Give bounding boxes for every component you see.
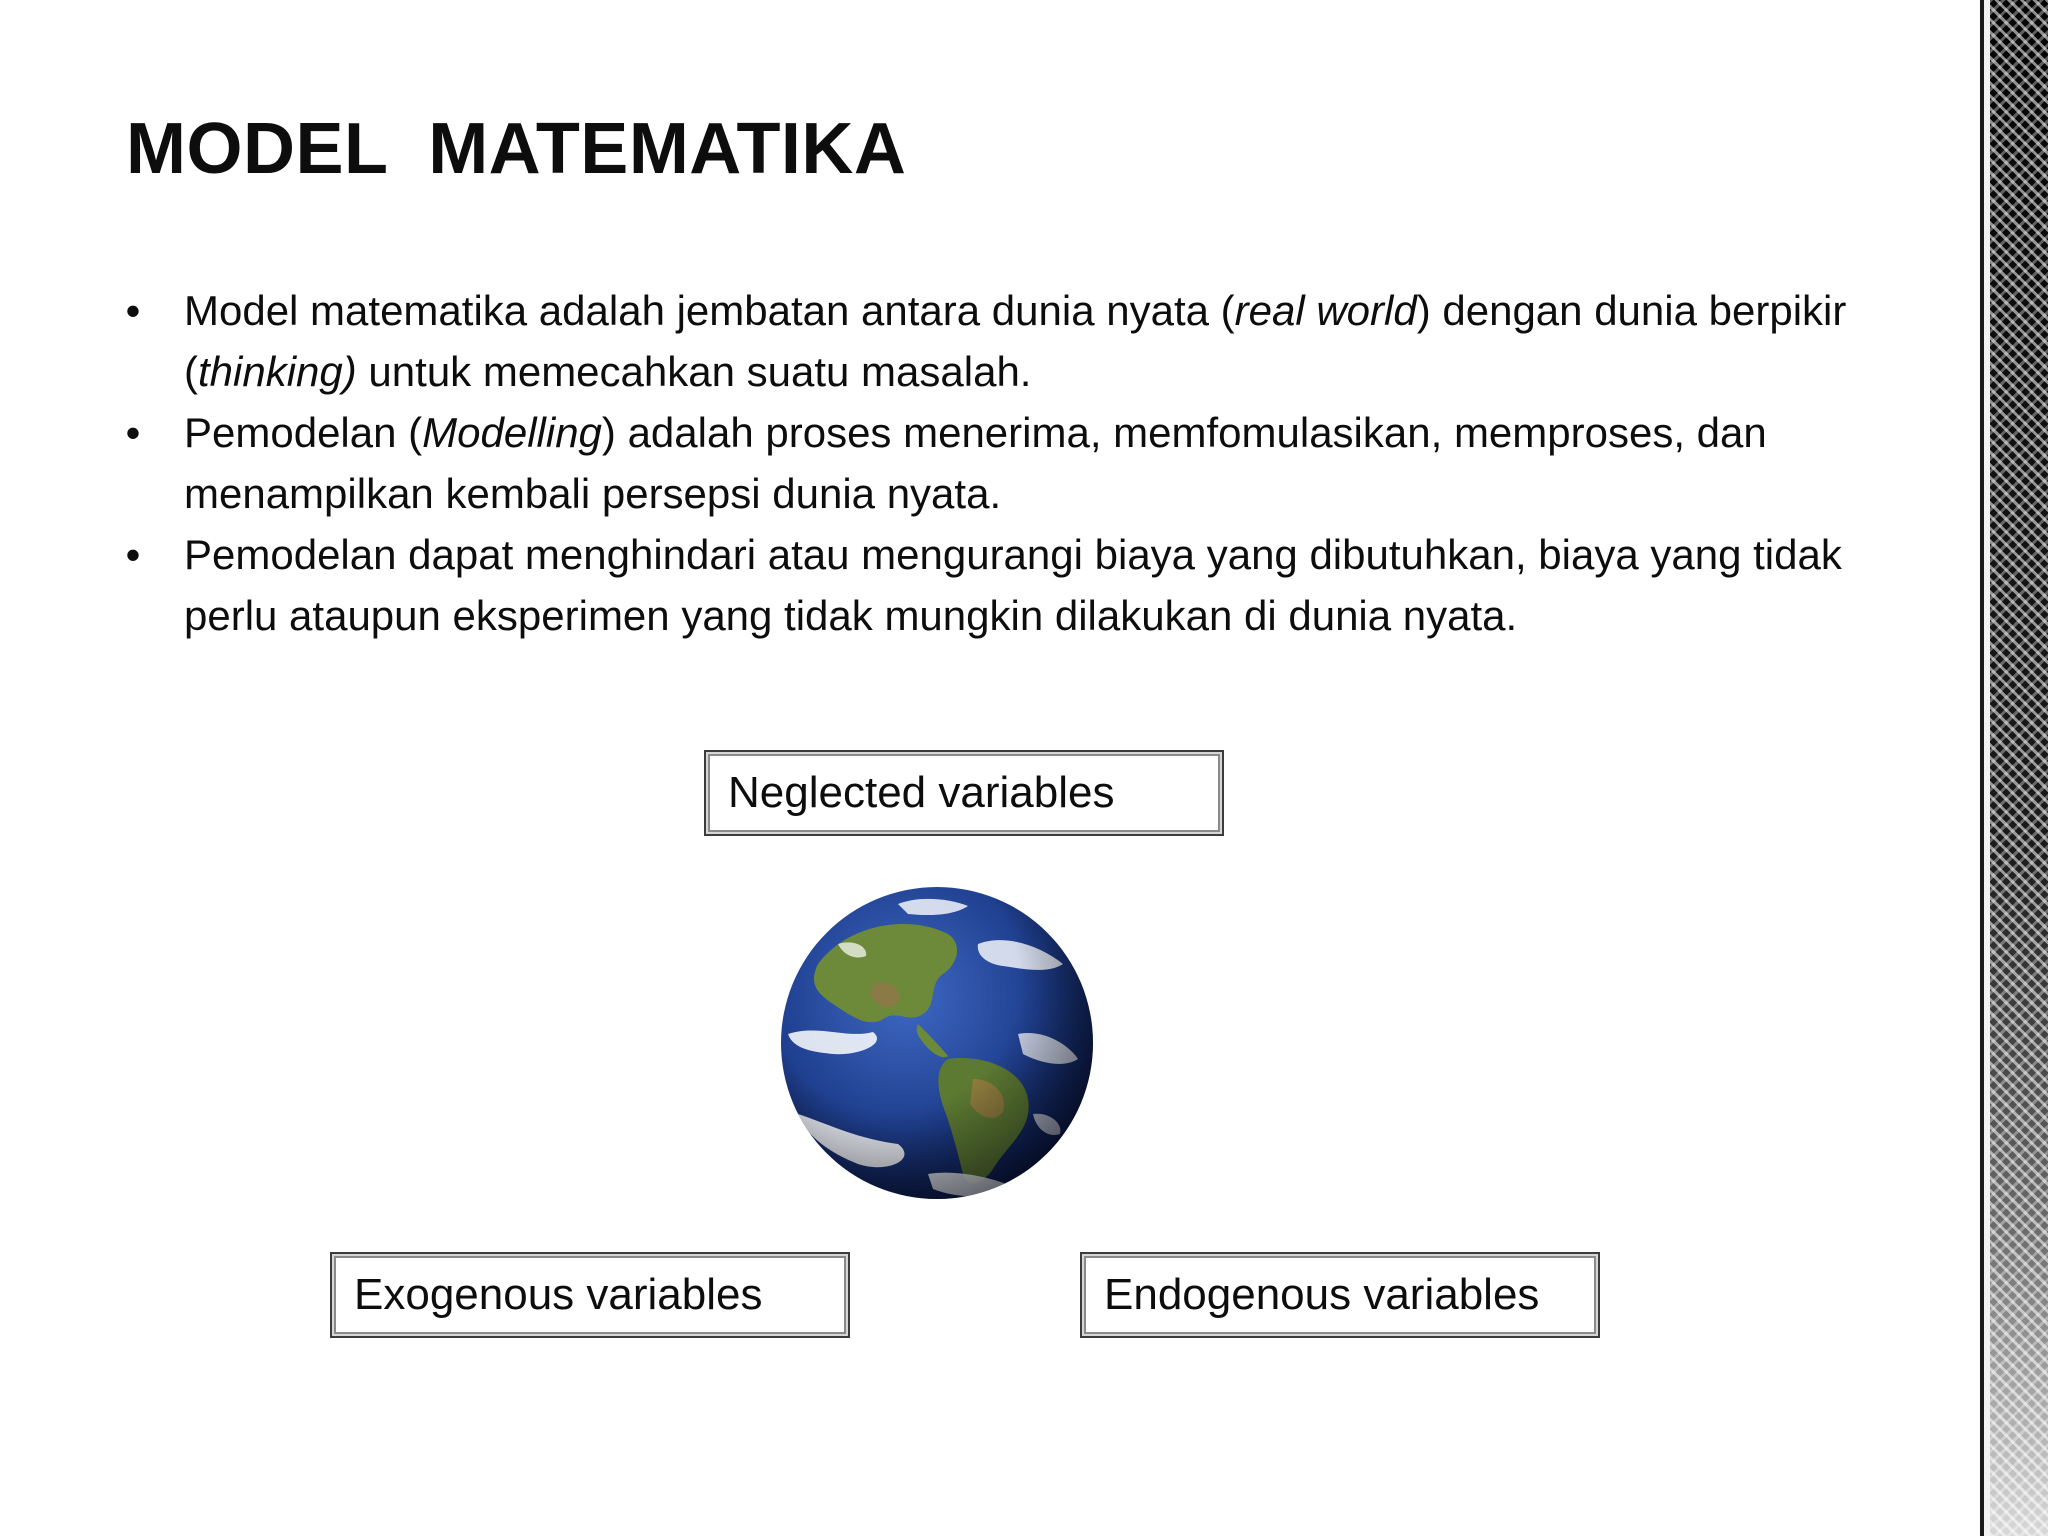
bullet-item [118, 280, 1918, 402]
bullet-text-italic: Modelling [422, 409, 602, 456]
bullet-text: untuk memecahkan suatu masalah. [356, 348, 1032, 395]
bullet-text: ) adalah proses menerima, memfomulasikan, memproses, dan menampilkan kembali persepsi dunia nyata. [184, 409, 1767, 517]
bullet-text: Pemodelan ( [184, 409, 423, 456]
exogenous-variables-box: Exogenous variables [330, 1252, 850, 1338]
bullet-marker: • [125, 531, 141, 578]
neglected-variables-box: Neglected variables [704, 750, 1224, 836]
globe-icon [778, 884, 1096, 1202]
bullet-marker: • [125, 287, 141, 334]
bullet-text: Pemodelan dapat menghindari atau mengurangi biaya yang dibutuhkan, biaya yang tidak perlu ataupun eksperimen yang tidak mungkin dilakukan di dunia nyata. [184, 531, 1842, 639]
bullet-item [118, 524, 1918, 646]
slide-title: MODEL MATEMATIKA [126, 109, 907, 189]
bullet-marker: • [125, 409, 141, 456]
bullet-text-italic: thinking) [198, 348, 357, 395]
bullet-list [118, 280, 1918, 646]
bullet-text: Model matematika adalah jembatan antara dunia nyata ( [184, 287, 1235, 334]
decorative-edge-strip [1966, 0, 2048, 1536]
bullet-item [118, 402, 1918, 524]
decorative-texture [1990, 0, 2048, 1536]
endogenous-variables-box: Endogenous variables [1080, 1252, 1600, 1338]
bullet-text: ) dengan dunia berpikir ( [184, 287, 1847, 395]
earth-globe-image [778, 884, 1096, 1202]
bullet-text-italic: real world [1234, 287, 1417, 334]
